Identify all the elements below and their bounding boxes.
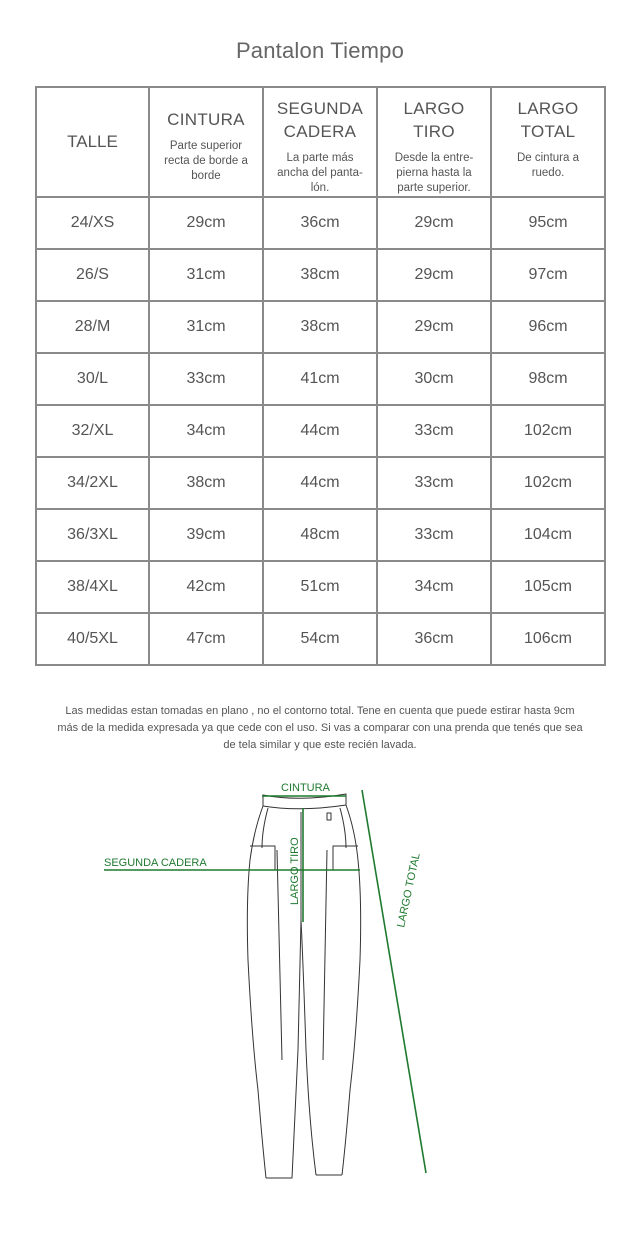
cell-largo-tiro: 33cm (377, 509, 491, 561)
cell-segunda-cadera: 44cm (263, 405, 377, 457)
cell-largo-tiro: 36cm (377, 613, 491, 665)
header-talle-label: TALLE (67, 132, 118, 151)
cell-largo-tiro: 29cm (377, 249, 491, 301)
header-largo-total (491, 87, 605, 197)
cell-largo-total: 98cm (491, 353, 605, 405)
cell-cintura: 38cm (149, 457, 263, 509)
header-description: De cintura a ruedo. (516, 152, 579, 179)
header-title: SEGUNDA CADERA (276, 99, 364, 141)
page-title: Pantalon Tiempo (235, 38, 405, 63)
cell-segunda-cadera: 38cm (263, 249, 377, 301)
cell-largo-tiro: 33cm (377, 405, 491, 457)
cell-talle: 30/L (36, 353, 149, 405)
cell-segunda-cadera: 51cm (263, 561, 377, 613)
cell-segunda-cadera: 44cm (263, 457, 377, 509)
header-description: Parte superior recta de borde a borde (164, 140, 248, 182)
largo-total-line (362, 790, 426, 1173)
header-cintura (149, 87, 263, 197)
cell-largo-total: 106cm (491, 613, 605, 665)
cell-segunda-cadera: 48cm (263, 509, 377, 561)
table-row (36, 509, 605, 561)
header-largo-tiro (377, 87, 491, 197)
header-title: CINTURA (167, 110, 245, 129)
cell-segunda-cadera: 54cm (263, 613, 377, 665)
cell-cintura: 42cm (149, 561, 263, 613)
cell-talle: 24/XS (36, 197, 149, 249)
cell-largo-tiro: 34cm (377, 561, 491, 613)
cell-cintura: 47cm (149, 613, 263, 665)
cell-largo-total: 102cm (491, 457, 605, 509)
table-row (36, 249, 605, 301)
cell-largo-tiro: 33cm (377, 457, 491, 509)
cell-largo-total: 105cm (491, 561, 605, 613)
cell-talle: 34/2XL (36, 457, 149, 509)
cell-largo-total: 97cm (491, 249, 605, 301)
measure-lines (104, 790, 426, 1173)
label-segunda-cadera: SEGUNDA CADERA (104, 857, 207, 869)
cell-cintura: 33cm (149, 353, 263, 405)
cell-talle: 36/3XL (36, 509, 149, 561)
label-cintura: CINTURA (281, 782, 330, 794)
cell-cintura: 34cm (149, 405, 263, 457)
cell-talle: 26/S (36, 249, 149, 301)
table-row (36, 613, 605, 665)
cell-cintura: 31cm (149, 249, 263, 301)
table-row (36, 457, 605, 509)
cell-largo-total: 95cm (491, 197, 605, 249)
cell-largo-tiro: 29cm (377, 197, 491, 249)
header-title: LARGO TOTAL (517, 99, 579, 141)
header-talle (36, 87, 149, 197)
cell-cintura: 31cm (149, 301, 263, 353)
cell-talle: 28/M (36, 301, 149, 353)
cell-talle: 38/4XL (36, 561, 149, 613)
size-chart-table (35, 86, 606, 666)
label-largo-total: LARGO TOTAL (395, 851, 423, 929)
cell-largo-tiro: 30cm (377, 353, 491, 405)
pants-measurement-diagram (0, 770, 640, 1190)
table-row (36, 561, 605, 613)
header-segunda-cadera (263, 87, 377, 197)
cell-largo-total: 104cm (491, 509, 605, 561)
cell-talle: 32/XL (36, 405, 149, 457)
cell-largo-total: 96cm (491, 301, 605, 353)
cell-segunda-cadera: 38cm (263, 301, 377, 353)
cell-segunda-cadera: 36cm (263, 197, 377, 249)
table-row (36, 405, 605, 457)
table-row (36, 197, 605, 249)
cell-cintura: 39cm (149, 509, 263, 561)
cell-cintura: 29cm (149, 197, 263, 249)
cell-segunda-cadera: 41cm (263, 353, 377, 405)
header-description: La parte más ancha del panta- lón. (277, 152, 363, 194)
table-row (36, 353, 605, 405)
cell-largo-total: 102cm (491, 405, 605, 457)
measurement-note: Las medidas estan tomadas en plano , no el contorno total. Tene en cuenta que puede estirar hasta 9cm más de la medida expresada ya que cede con el uso. Si vas a comparar con una prenda que tenés que sea de tela similar y que este recién lavada. (57, 705, 583, 751)
cell-largo-tiro: 29cm (377, 301, 491, 353)
header-title: LARGO TIRO (403, 99, 465, 141)
pants-outline (247, 794, 360, 1178)
table-row (36, 301, 605, 353)
label-largo-tiro: LARGO TIRO (289, 837, 301, 905)
cell-talle: 40/5XL (36, 613, 149, 665)
table-header-row (36, 87, 605, 197)
header-description: Desde la entre- pierna hasta la parte superior. (394, 152, 474, 194)
